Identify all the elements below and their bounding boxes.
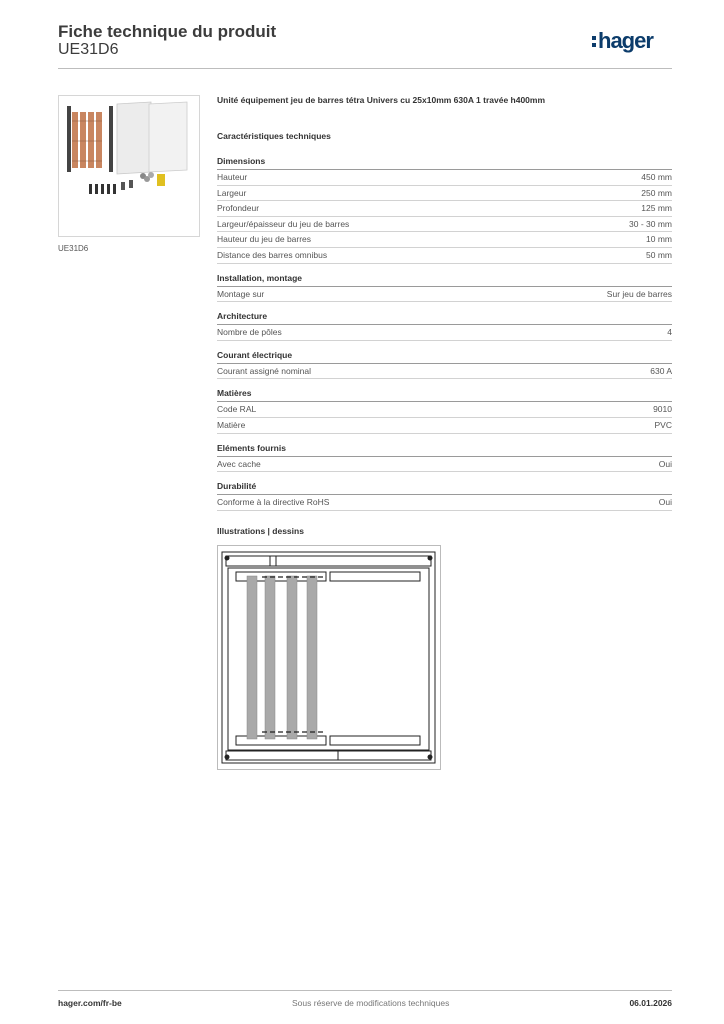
spec-section (217, 443, 672, 473)
spec-row: Courant assigné nominal 630 A (217, 364, 672, 380)
section-title: Dimensions (217, 156, 672, 170)
spec-row: Code RAL 9010 (217, 402, 672, 418)
footer-website-link[interactable]: hager.com/fr-be (58, 998, 122, 1008)
spec-section (217, 156, 672, 264)
footer-date: 06.01.2026 (629, 998, 672, 1008)
spec-row: Largeur/épaisseur du jeu de barres 30 - 30 mm (217, 217, 672, 233)
spec-row: Avec cache Oui (217, 457, 672, 473)
brand-name: hager (598, 28, 653, 53)
busbar-assembly-icon (67, 106, 113, 172)
spec-section (217, 311, 672, 341)
product-description: Unité équipement jeu de barres tétra Univers cu 25x10mm 630A 1 travée h400mm (217, 95, 546, 105)
spec-row: Matière PVC (217, 418, 672, 434)
spec-row: Distance des barres omnibus 50 mm (217, 248, 672, 264)
hager-logo (592, 27, 676, 55)
spec-section (217, 481, 672, 511)
spec-row: Hauteur du jeu de barres 10 mm (217, 232, 672, 248)
spec-row: Nombre de pôles 4 (217, 325, 672, 341)
section-title: Eléments fournis (217, 443, 672, 457)
section-title: Durabilité (217, 481, 672, 495)
image-caption: UE31D6 (58, 244, 89, 253)
product-code: UE31D6 (58, 41, 119, 58)
specifications (217, 95, 672, 511)
spec-section (217, 388, 672, 433)
section-title: Courant électrique (217, 350, 672, 364)
spec-section (217, 350, 672, 380)
page-title: Fiche technique du produit (58, 22, 277, 41)
spec-section (217, 273, 672, 303)
section-title: Matières (217, 388, 672, 402)
tech-characteristics-title: Caractéristiques techniques (217, 131, 331, 141)
product-image (58, 95, 200, 237)
spec-row: Profondeur 125 mm (217, 201, 672, 217)
accessories-icon (89, 172, 165, 194)
footer-divider (58, 990, 672, 991)
section-title: Installation, montage (217, 273, 672, 287)
spec-row: Montage sur Sur jeu de barres (217, 287, 672, 303)
spec-row: Hauteur 450 mm (217, 170, 672, 186)
section-title: Architecture (217, 311, 672, 325)
illustrations-title: Illustrations | dessins (217, 526, 304, 536)
cover-panel-icon (117, 102, 187, 174)
spec-row: Largeur 250 mm (217, 186, 672, 202)
header-divider (58, 68, 672, 69)
footer-notice: Sous réserve de modifications techniques (292, 998, 450, 1008)
technical-drawing (217, 545, 441, 770)
spec-row: Conforme à la directive RoHS Oui (217, 495, 672, 511)
